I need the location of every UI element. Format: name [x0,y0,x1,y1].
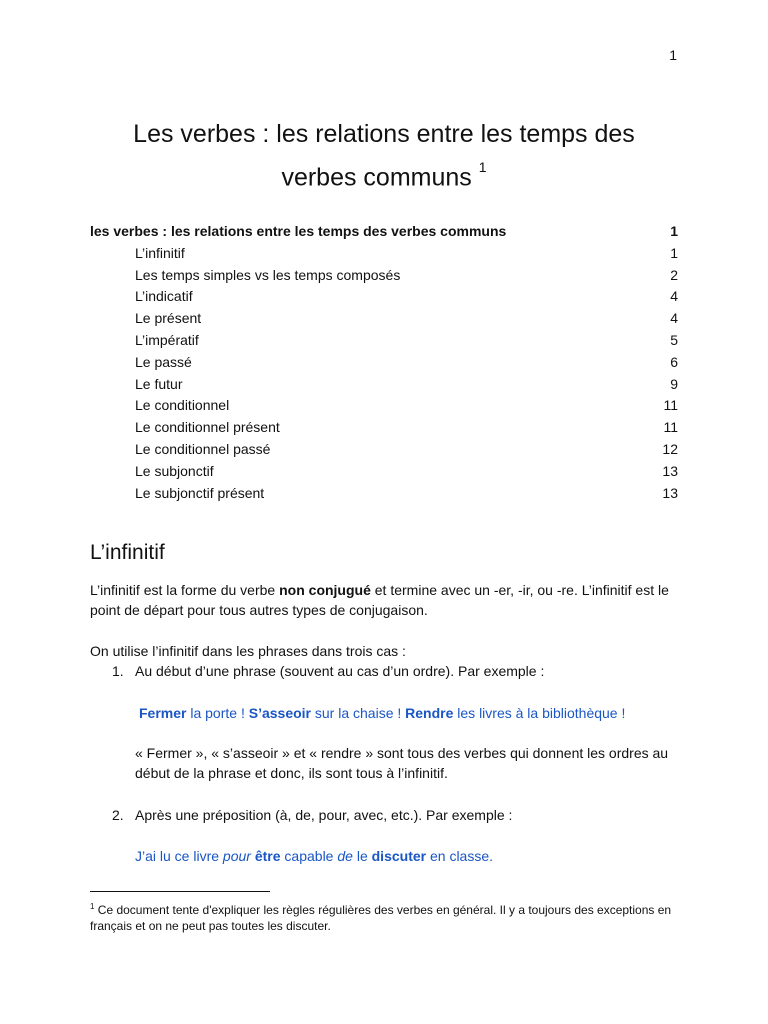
bold-term: non conjugué [279,582,371,598]
toc-label: Le passé [135,353,192,370]
toc-entry[interactable] [90,243,678,265]
toc-page: 11 [663,419,678,436]
toc-entry[interactable] [90,461,678,483]
example-text: J’ai lu ce livre [135,848,223,864]
paragraph-definition [90,580,680,620]
toc-label: Le conditionnel présent [135,419,280,436]
example-verb: Rendre [405,705,454,721]
example-text: en classe. [426,848,494,864]
footnote-text: Ce document tente d'expliquer les règles régulières des verbes en général. Il y a toujours des exceptions en français et on ne peut pas toutes les discuter. [90,903,672,933]
toc-entry[interactable] [90,352,678,374]
toc-page: 11 [663,397,678,414]
list-number: 1. [112,663,124,679]
toc-entry[interactable] [90,439,678,461]
toc-page: 6 [670,353,678,370]
toc-label: Le subjonctif présent [135,484,265,501]
toc-label: Les temps simples vs les temps composés [135,266,401,283]
toc-entry[interactable] [90,374,678,396]
toc-main-entry[interactable] [90,221,678,243]
example-verb: discuter [371,848,427,864]
example-text: les livres à la bibliothèque ! [453,705,626,721]
page-number: 1 [669,47,677,63]
toc-label: les verbes : les relations entre les temps des verbes communs [90,223,507,239]
toc-label: L’impératif [135,331,199,348]
toc-entry[interactable] [90,417,678,439]
toc-page: 1 [670,223,678,239]
table-of-contents [90,221,678,504]
paragraph-text: L’infinitif est la forme du verbe [90,582,280,598]
section-heading: L’infinitif [90,541,165,564]
toc-page: 5 [670,331,678,348]
document-title [90,116,678,196]
toc-label: Le subjonctif [135,462,214,479]
toc-entry[interactable] [90,308,678,330]
paragraph-usage-intro: On utilise l’infinitif dans les phrases dans trois cas : [90,643,406,659]
toc-page: 9 [670,375,678,392]
toc-label: Le conditionnel passé [135,440,271,457]
toc-label: Le présent [135,310,202,327]
footnote-mark: 1 [90,902,95,911]
list-text: Après une préposition (à, de, pour, avec, etc.). Par exemple : [135,807,513,823]
example-verb: Fermer [139,705,187,721]
example-sentence-2 [135,846,493,866]
toc-page: 13 [662,462,678,479]
toc-label: Le futur [135,375,183,392]
toc-entry[interactable] [90,330,678,352]
example-preposition: de [337,848,353,864]
toc-page: 4 [670,288,678,305]
example-text: le [352,848,372,864]
toc-entry[interactable] [90,483,678,505]
toc-page: 1 [670,244,678,261]
toc-page: 13 [662,484,678,501]
toc-items [90,243,678,505]
example-text: la porte ! [186,705,249,721]
example-sentence-1 [139,703,625,723]
footnote-separator [90,891,270,892]
list-text: Au début d’une phrase (souvent au cas d’un ordre). Par exemple : [135,663,545,679]
title-line-1: Les verbes : les relations entre les temps des [133,120,635,148]
title-footnote-ref[interactable]: 1 [478,159,487,175]
title-line-2: verbes communs [281,163,472,192]
list-number: 2. [112,807,124,823]
example-verb: S’asseoir [248,705,311,721]
paragraph-text: et termine avec un -er, -ir, ou -re. L’infinitif est le point de départ pour tous autres types de conjugaison. [90,582,669,618]
toc-page: 12 [662,440,678,457]
example-text: capable [280,848,338,864]
example-text: sur la chaise ! [311,705,406,721]
toc-page: 4 [670,310,678,327]
toc-label: L’indicatif [135,288,193,305]
toc-label: L’infinitif [135,244,185,261]
toc-entry[interactable] [90,395,678,417]
example-verb: être [254,848,281,864]
example-explanation: « Fermer », « s’asseoir » et « rendre » sont tous des verbes qui donnent les ordres au début de la phrase et donc, ils sont tous à l’infinitif. [135,745,669,781]
toc-label: Le conditionnel [135,397,230,414]
toc-entry[interactable] [90,286,678,308]
toc-entry[interactable] [90,265,678,287]
toc-page: 2 [670,266,678,283]
example-preposition: pour [222,848,251,864]
footnote [90,899,680,934]
